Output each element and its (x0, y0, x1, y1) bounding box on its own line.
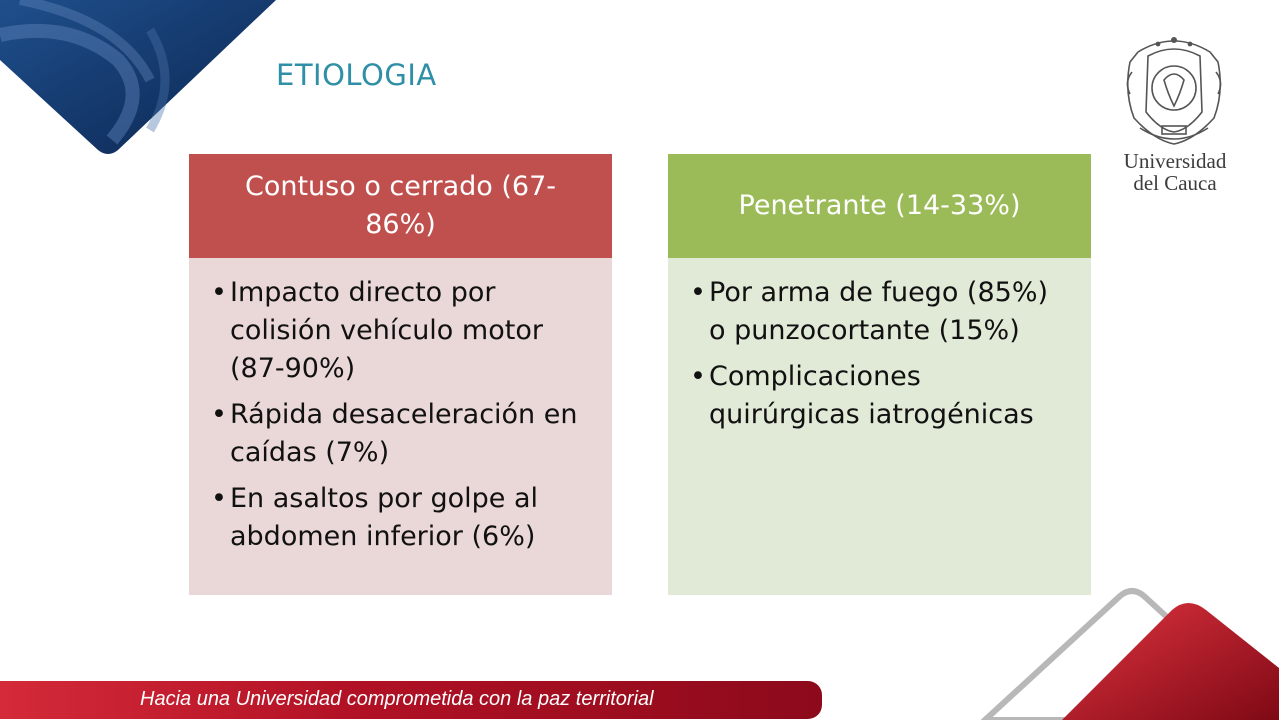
blunt-trauma-body (189, 258, 612, 595)
penetrating-trauma-card (668, 154, 1091, 595)
slide-title: ETIOLOGIA (276, 58, 437, 92)
blunt-trauma-heading: Contuso o cerrado (67-86%) (189, 154, 612, 258)
bullet-icon: • (690, 361, 706, 392)
university-name: Universidad del Cauca (1123, 149, 1227, 195)
university-seal-icon (1118, 32, 1230, 146)
penetrating-trauma-body (668, 258, 1091, 595)
list-item: • Por arma de fuego (85%) o punzocortante (15%) (690, 274, 1069, 350)
list-item: • Impacto directo por colisión vehículo motor (87-90%) (211, 274, 590, 388)
list-item: • Rápida desaceleración en caídas (7%) (211, 396, 590, 472)
blunt-trauma-card (189, 154, 612, 595)
bullet-icon: • (690, 277, 706, 308)
list-item: • Complicaciones quirúrgicas iatrogénicas (690, 358, 1069, 434)
bullet-icon: • (211, 399, 227, 430)
bullet-icon: • (211, 277, 227, 308)
list-item: • En asaltos por golpe al abdomen inferior (6%) (211, 480, 590, 556)
footer-slogan: Hacia una Universidad comprometida con la paz territorial (140, 688, 654, 710)
bullet-icon: • (211, 483, 227, 514)
penetrating-trauma-heading: Penetrante (14-33%) (668, 154, 1091, 258)
